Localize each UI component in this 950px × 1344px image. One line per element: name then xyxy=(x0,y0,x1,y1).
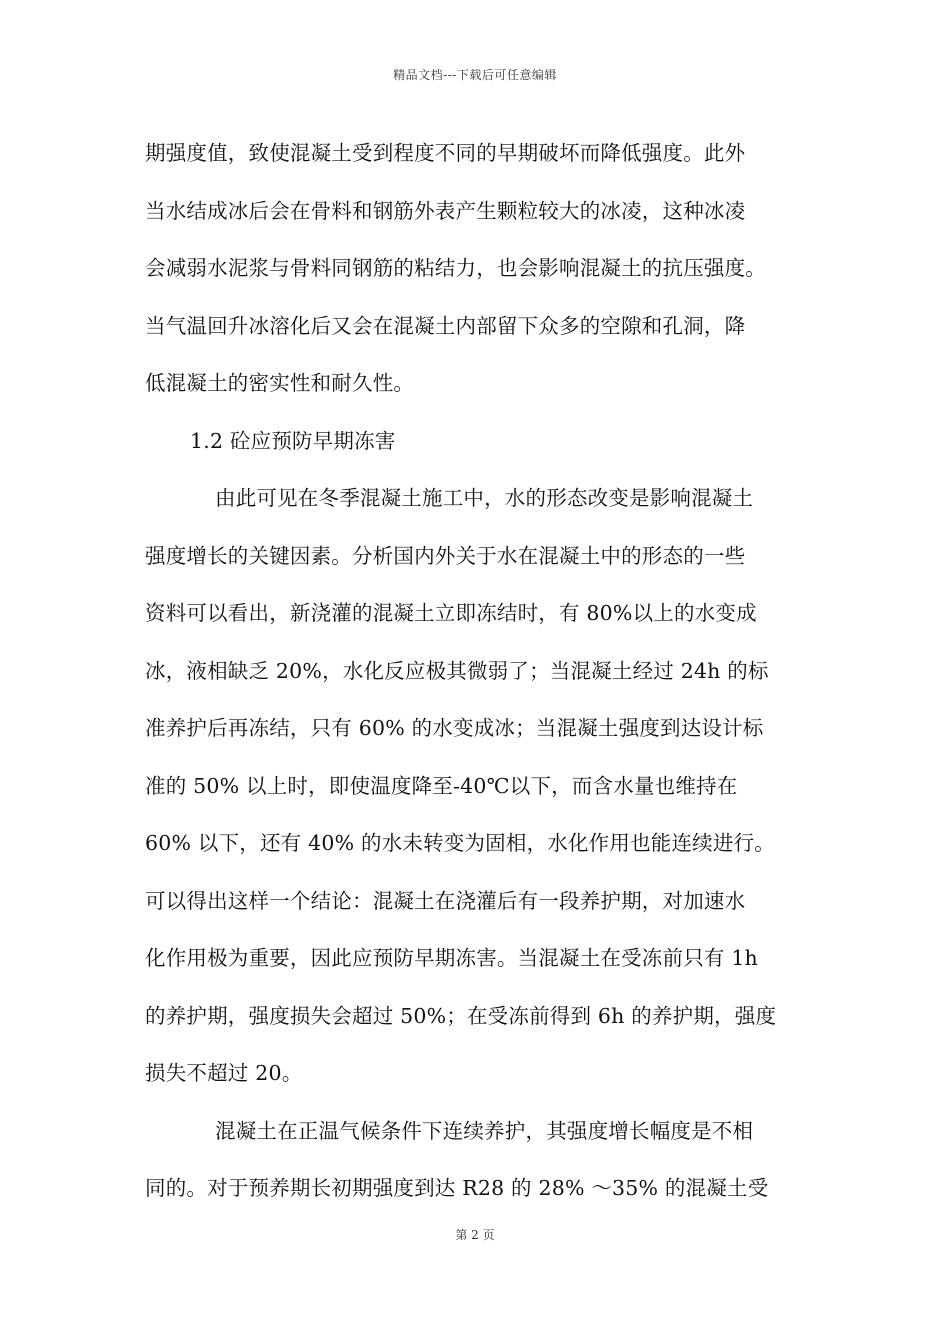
paragraph-start: 混凝土在正温气候条件下连续养护，其强度增长幅度是不相 xyxy=(215,1118,754,1143)
text-line: 可以得出这样一个结论：混凝土在浇灌后有一段养护期，对加速水 xyxy=(145,888,746,913)
text-line: 损失不超过 20。 xyxy=(145,1061,303,1085)
text-line: 资料可以看出，新浇灌的混凝土立即冻结时，有 80%以上的水变成 xyxy=(145,601,757,625)
page-number: 第 2 页 xyxy=(455,1228,495,1242)
page-header: 精品文档---下载后可任意编辑 xyxy=(393,68,557,82)
text-line: 低混凝土的密实性和耐久性。 xyxy=(145,371,415,395)
text-line: 冰，液相缺乏 20%，水化反应极其微弱了；当混凝土经过 24h 的标 xyxy=(145,658,769,683)
paragraph-start: 由此可见在冬季混凝土施工中，水的形态改变是影响混凝土 xyxy=(215,486,754,510)
text-line: 会减弱水泥浆与骨料同钢筋的粘结力，也会影响混凝土的抗压强度。 xyxy=(145,256,766,280)
section-heading: 1.2 砼应预防早期冻害 xyxy=(190,428,396,453)
text-line: 化作用极为重要，因此应预防早期冻害。当混凝土在受冻前只有 1h xyxy=(145,946,758,970)
text-line: 当气温回升冰溶化后又会在混凝土内部留下众多的空隙和孔洞，降 xyxy=(145,313,746,338)
text-line: 强度增长的关键因素。分析国内外关于水在混凝土中的形态的一些 xyxy=(145,543,746,568)
text-line: 60% 以下，还有 40% 的水未转变为固相，水化作用也能连续进行。 xyxy=(145,831,775,855)
text-line: 期强度值，致使混凝土受到程度不同的早期破坏而降低强度。此外 xyxy=(145,141,746,165)
text-line: 的养护期，强度损失会超过 50%；在受冻前得到 6h 的养护期，强度 xyxy=(145,1003,777,1028)
body-text xyxy=(145,130,810,1223)
text-line: 准的 50% 以上时，即使温度降至-40℃以下，而含水量也维持在 xyxy=(145,773,738,798)
text-line: 准养护后再冻结，只有 60% 的水变成冰；当混凝土强度到达设计标 xyxy=(145,716,764,740)
text-line: 同的。对于预养期长初期强度到达 R28 的 28% ～35% 的混凝土受 xyxy=(145,1176,769,1200)
text-line: 当水结成冰后会在骨料和钢筋外表产生颗粒较大的冰凌，这种冰凌 xyxy=(145,198,746,223)
